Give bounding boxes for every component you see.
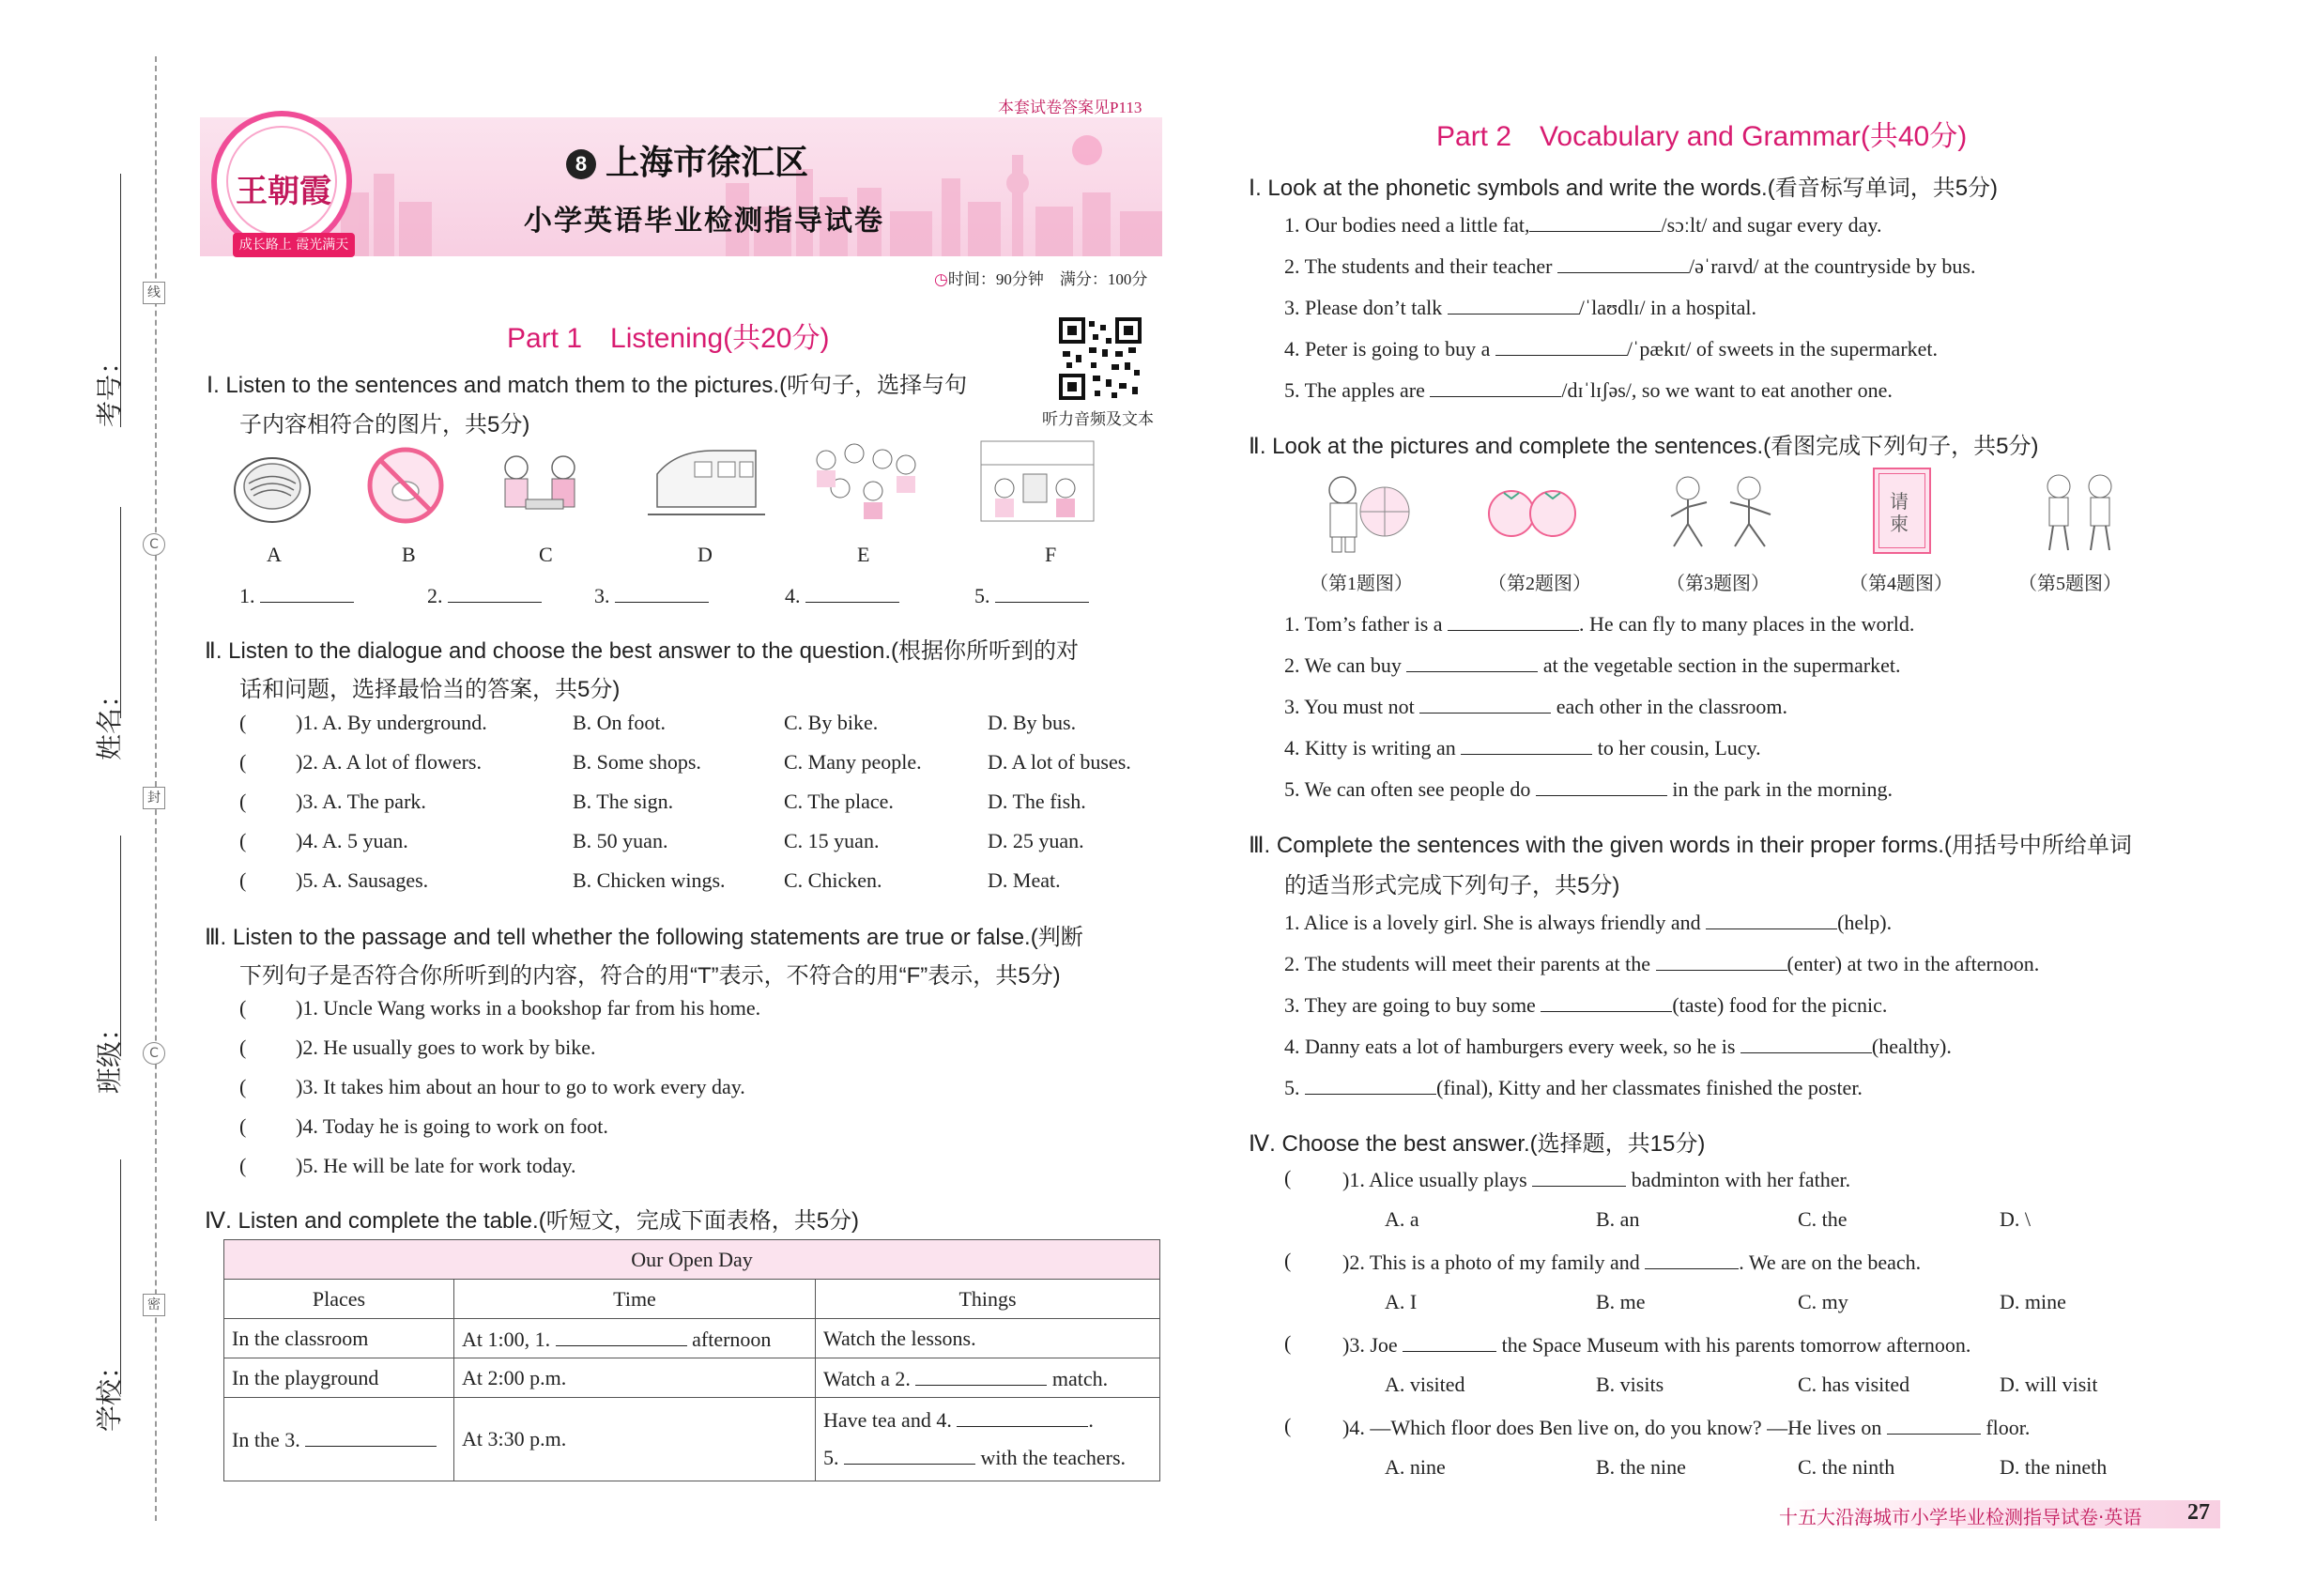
part1-section1-heading: Ⅰ. Listen to the sentences and match them to the pictures.(听句子，选择与句 — [207, 373, 968, 398]
picture-4-invitation-card — [1873, 468, 1931, 554]
answer-blank[interactable] — [1645, 1249, 1739, 1269]
mc-option: A. visited — [1385, 1373, 1465, 1396]
name-field[interactable] — [120, 507, 121, 718]
school-label: 学校： — [95, 1352, 124, 1432]
statement: )4. Today he is going to work on foot. — [296, 1114, 608, 1138]
word-form-question: 1. Alice is a lovely girl. She is always friendly and (help). — [1284, 911, 1893, 934]
mc-option: B. visits — [1596, 1373, 1664, 1396]
answer-blank[interactable] — [1430, 376, 1561, 397]
word-form-question: 5. (final), Kitty and her classmates finished the poster. — [1284, 1076, 1863, 1099]
choice-paren[interactable]: ( — [239, 1154, 247, 1177]
part2-section4-heading: Ⅳ. Choose the best answer.(选择题，共15分) — [1249, 1131, 1706, 1157]
answer-blank[interactable] — [995, 582, 1089, 603]
table-cell: Watch a 2. match. — [816, 1358, 1160, 1398]
paper-number: 8 — [566, 149, 596, 179]
question-option-b: B. On foot. — [573, 711, 666, 734]
mc-question: )1. Alice usually plays badminton with her father. — [1342, 1168, 1851, 1191]
match-answer-1: 1. — [239, 582, 354, 608]
binding-hole-icon: C — [143, 533, 165, 556]
time-score-info: ◷时间：90分钟 满分：100分 — [934, 270, 1148, 288]
picture-label: C — [539, 543, 553, 566]
mc-option: A. a — [1385, 1207, 1419, 1231]
answer-blank[interactable] — [1448, 294, 1579, 315]
mc-option: C. the — [1798, 1207, 1848, 1231]
choice-paren[interactable]: ( — [239, 1114, 247, 1138]
mc-question: )4. —Which floor does Ben live on, do you know? —He lives on floor. — [1342, 1416, 2031, 1439]
table-cell: At 1:00, 1. afternoon — [454, 1319, 816, 1358]
open-day-table — [223, 1239, 1160, 1481]
exam-number-label: 考号： — [95, 347, 124, 427]
picture-f-market — [976, 437, 1098, 526]
choice-paren[interactable]: ( — [239, 790, 247, 813]
answer-blank[interactable] — [260, 582, 354, 603]
choice-paren[interactable]: ( — [239, 750, 247, 774]
phonetic-question: 3. Please don’t talk /ˈlaʊdlɪ/ in a hospital. — [1284, 296, 1757, 319]
phonetic-question: 1. Our bodies need a little fat, /sɔːlt/ and sugar every day. — [1284, 213, 1882, 237]
mc-option: C. my — [1798, 1290, 1848, 1313]
logo-text: 王朝霞 — [236, 173, 331, 210]
part1-title: Part 1 Listening(共20分) — [507, 323, 830, 354]
picture-label: D — [698, 543, 713, 566]
question-option-a: )3. A. The park. — [296, 790, 426, 813]
mc-option: B. me — [1596, 1290, 1646, 1313]
part1-section2-heading-cont: 话和问题，选择最恰当的答案，共5分) — [239, 677, 621, 702]
picture-caption: （第2题图） — [1488, 574, 1591, 594]
match-answer-5: 5. — [974, 582, 1089, 608]
picture-question: 5. We can often see people do in the park in the morning. — [1284, 777, 1893, 801]
part1-section2-heading: Ⅱ. Listen to the dialogue and choose the best answer to the question.(根据你所听到的对 — [205, 638, 1079, 664]
mc-option: D. \ — [2000, 1207, 2031, 1231]
paper-subtitle: 小学英语毕业检测指导试卷 — [524, 205, 884, 238]
answer-reference: 本套试卷答案见P113 — [998, 99, 1142, 116]
phonetic-question: 4. Peter is going to buy a /ˈpækɪt/ of sweets in the supermarket. — [1284, 337, 1939, 361]
answer-blank[interactable] — [915, 1365, 1047, 1386]
picture-question: 3. You must not each other in the classroom. — [1284, 695, 1787, 718]
picture-question: 1. Tom’s father is a . He can fly to many places in the world. — [1284, 612, 1915, 636]
mc-option: D. the nineth — [2000, 1455, 2108, 1479]
picture-label: F — [1045, 543, 1057, 566]
question-option-a: )5. A. Sausages. — [296, 868, 429, 892]
table-cell: In the classroom — [224, 1319, 454, 1358]
answer-blank[interactable] — [1495, 335, 1627, 356]
binding-hole-icon: C — [143, 1042, 165, 1065]
question-option-c: C. The place. — [784, 790, 894, 813]
table-header: Time — [454, 1280, 816, 1319]
question-option-b: B. Chicken wings. — [573, 868, 726, 892]
choice-paren[interactable]: ( — [239, 996, 247, 1020]
answer-blank[interactable] — [1532, 1166, 1626, 1187]
picture-2-tomatoes — [1485, 483, 1579, 540]
table-cell: In the playground — [224, 1358, 454, 1398]
answer-blank[interactable] — [1656, 950, 1787, 971]
picture-caption: （第4题图） — [1849, 574, 1953, 594]
picture-label: B — [402, 543, 416, 566]
name-label: 姓名： — [95, 681, 124, 760]
question-option-c: C. Many people. — [784, 750, 922, 774]
question-option-d: D. The fish. — [988, 790, 1086, 813]
picture-label: A — [267, 543, 282, 566]
picture-a-noodles — [230, 441, 314, 526]
school-field[interactable] — [120, 1159, 121, 1394]
picture-3-running-boys — [1660, 469, 1786, 554]
question-option-d: D. 25 yuan. — [988, 829, 1084, 852]
question-option-c: C. By bike. — [784, 711, 879, 734]
choice-paren[interactable]: ( — [239, 711, 247, 734]
question-option-b: B. The sign. — [573, 790, 674, 813]
page-number: 27 — [2187, 1500, 2210, 1525]
part2-section1-heading: Ⅰ. Look at the phonetic symbols and write the words.(看音标写单词，共5分) — [1249, 176, 1999, 201]
qr-caption: 听力音频及文本 — [1042, 410, 1154, 428]
class-label: 班级： — [95, 1014, 124, 1094]
question-option-a: )2. A. A lot of flowers. — [296, 750, 482, 774]
statement: )2. He usually goes to work by bike. — [296, 1036, 596, 1059]
table-cell: Watch the lessons. — [816, 1319, 1160, 1358]
choice-paren[interactable]: ( — [239, 868, 247, 892]
question-option-d: D. Meat. — [988, 868, 1061, 892]
picture-caption: （第1题图） — [1310, 574, 1413, 594]
part2-section2-heading: Ⅱ. Look at the pictures and complete the sentences.(看图完成下列句子，共5分) — [1249, 434, 2039, 459]
statement: )3. It takes him about an hour to go to work every day. — [296, 1075, 745, 1098]
picture-d-train — [648, 441, 765, 526]
answer-blank[interactable] — [615, 582, 709, 603]
answer-blank[interactable] — [556, 1326, 687, 1346]
part1-section1-heading-cont: 子内容相符合的图片，共5分) — [239, 412, 530, 437]
picture-label: E — [857, 543, 870, 566]
answer-blank[interactable] — [844, 1444, 975, 1465]
answer-blank[interactable] — [805, 582, 899, 603]
question-option-a: )1. A. By underground. — [296, 711, 487, 734]
question-option-d: D. A lot of buses. — [988, 750, 1131, 774]
answer-blank[interactable] — [1403, 1331, 1496, 1352]
choice-paren[interactable]: ( — [1284, 1331, 1292, 1355]
question-option-b: B. Some shops. — [573, 750, 701, 774]
table-cell: At 3:30 p.m. — [454, 1398, 816, 1481]
picture-b-no-sign — [366, 446, 446, 526]
answer-blank[interactable] — [1406, 652, 1538, 672]
statement: )1. Uncle Wang works in a bookshop far from his home. — [296, 996, 761, 1020]
answer-blank[interactable] — [1529, 211, 1661, 232]
part2-title: Part 2 Vocabulary and Grammar(共40分) — [1436, 121, 1968, 152]
mc-option: A. I — [1385, 1290, 1418, 1313]
word-form-question: 2. The students will meet their parents at the (enter) at two in the afternoon. — [1284, 952, 2040, 975]
answer-blank[interactable] — [1706, 909, 1837, 929]
picture-e-crowd — [807, 437, 925, 526]
mc-option: C. has visited — [1798, 1373, 1910, 1396]
qr-code-icon[interactable] — [1059, 317, 1142, 400]
logo-ribbon: 成长路上 霞光满天 — [233, 233, 355, 257]
part1-section3-heading: Ⅲ. Listen to the passage and tell whether the following statements are true or false.(判断 — [205, 925, 1083, 950]
answer-blank[interactable] — [1461, 734, 1592, 755]
answer-blank[interactable] — [1557, 253, 1689, 273]
table-header: Things — [816, 1280, 1160, 1319]
match-answer-4: 4. — [785, 582, 899, 608]
mc-option: C. the ninth — [1798, 1455, 1895, 1479]
question-option-c: C. Chicken. — [784, 868, 882, 892]
phonetic-question: 2. The students and their teacher /əˈraɪvd/ at the countryside by bus. — [1284, 254, 1976, 278]
word-form-question: 4. Danny eats a lot of hamburgers every week, so he is (healthy). — [1284, 1035, 1952, 1058]
answer-blank[interactable] — [448, 582, 542, 603]
table-cell: In the 3. — [224, 1398, 454, 1481]
match-answer-2: 2. — [427, 582, 542, 608]
word-form-question: 3. They are going to buy some (taste) food for the picnic. — [1284, 993, 1888, 1017]
picture-caption: （第3题图） — [1666, 574, 1770, 594]
class-field[interactable] — [120, 836, 121, 1056]
table-cell: At 2:00 p.m. — [454, 1358, 816, 1398]
mc-question: )3. Joe the Space Museum with his parents tomorrow afternoon. — [1342, 1333, 1971, 1357]
answer-blank[interactable] — [1536, 775, 1667, 796]
mc-option: D. will visit — [2000, 1373, 2098, 1396]
answer-blank[interactable] — [1740, 1033, 1872, 1053]
publisher-logo — [211, 111, 352, 252]
paper-title: 上海市徐汇区 — [606, 144, 809, 182]
table-caption: Our Open Day — [224, 1240, 1160, 1280]
answer-blank[interactable] — [305, 1426, 437, 1447]
match-answer-3: 3. — [594, 582, 709, 608]
phonetic-question: 5. The apples are /dɪˈlɪʃəs/, so we want to eat another one. — [1284, 378, 1893, 402]
choice-paren[interactable]: ( — [239, 1075, 247, 1098]
choice-paren[interactable]: ( — [239, 829, 247, 852]
question-option-c: C. 15 yuan. — [784, 829, 880, 852]
choice-paren[interactable]: ( — [1284, 1414, 1292, 1437]
choice-paren[interactable]: ( — [1284, 1166, 1292, 1189]
binding-mark-line: 线 — [143, 282, 165, 304]
answer-blank[interactable] — [1541, 991, 1672, 1012]
table-cell: Have tea and 4. . 5. with the teachers. — [816, 1398, 1160, 1481]
series-title: 十五大沿海城市小学毕业检测指导试卷·英语 — [1779, 1506, 2142, 1528]
picture-question: 4. Kitty is writing an to her cousin, Lucy. — [1284, 736, 1761, 760]
binding-mark-seal: 封 — [143, 787, 165, 809]
mc-option: A. nine — [1385, 1455, 1446, 1479]
part2-section3-heading: Ⅲ. Complete the sentences with the given words in their proper forms.(用括号中所给单词 — [1249, 833, 2132, 858]
answer-blank[interactable] — [1305, 1074, 1436, 1095]
answer-blank[interactable] — [1887, 1414, 1981, 1435]
part2-section3-heading-cont: 的适当形式完成下列句子，共5分) — [1284, 873, 1620, 898]
mc-option: B. the nine — [1596, 1455, 1686, 1479]
answer-blank[interactable] — [1419, 693, 1551, 714]
mc-option: D. mine — [2000, 1290, 2066, 1313]
exam-number-field[interactable] — [120, 174, 121, 427]
part1-section4-heading: Ⅳ. Listen and complete the table.(听短文，完成下面表格，共5分) — [205, 1208, 860, 1234]
picture-caption: （第5题图） — [2018, 574, 2122, 594]
table-row — [224, 1319, 1160, 1358]
binding-mark-close: 密 — [143, 1294, 165, 1316]
clock-icon: ◷ — [934, 270, 948, 288]
picture-1-pilot — [1310, 469, 1418, 554]
choice-paren[interactable]: ( — [239, 1036, 247, 1059]
choice-paren[interactable]: ( — [1284, 1249, 1292, 1272]
table-row — [224, 1398, 1160, 1481]
picture-question: 2. We can buy at the vegetable section in the supermarket. — [1284, 653, 1901, 677]
answer-blank[interactable] — [1448, 610, 1579, 631]
mc-option: B. an — [1596, 1207, 1640, 1231]
table-row — [224, 1358, 1160, 1398]
question-option-a: )4. A. 5 yuan. — [296, 829, 408, 852]
answer-blank[interactable] — [957, 1406, 1088, 1427]
picture-5-exercising — [2032, 469, 2126, 554]
picture-c-people-eating — [488, 441, 601, 526]
part1-section3-heading-cont: 下列句子是否符合你所听到的内容，符合的用“T”表示，不符合的用“F”表示，共5分) — [239, 963, 1061, 989]
statement: )5. He will be late for work today. — [296, 1154, 576, 1177]
mc-question: )2. This is a photo of my family and . We are on the beach. — [1342, 1251, 1922, 1274]
question-option-d: D. By bus. — [988, 711, 1077, 734]
invitation-text: 请柬 — [1890, 490, 1909, 535]
table-header: Places — [224, 1280, 454, 1319]
question-option-b: B. 50 yuan. — [573, 829, 668, 852]
